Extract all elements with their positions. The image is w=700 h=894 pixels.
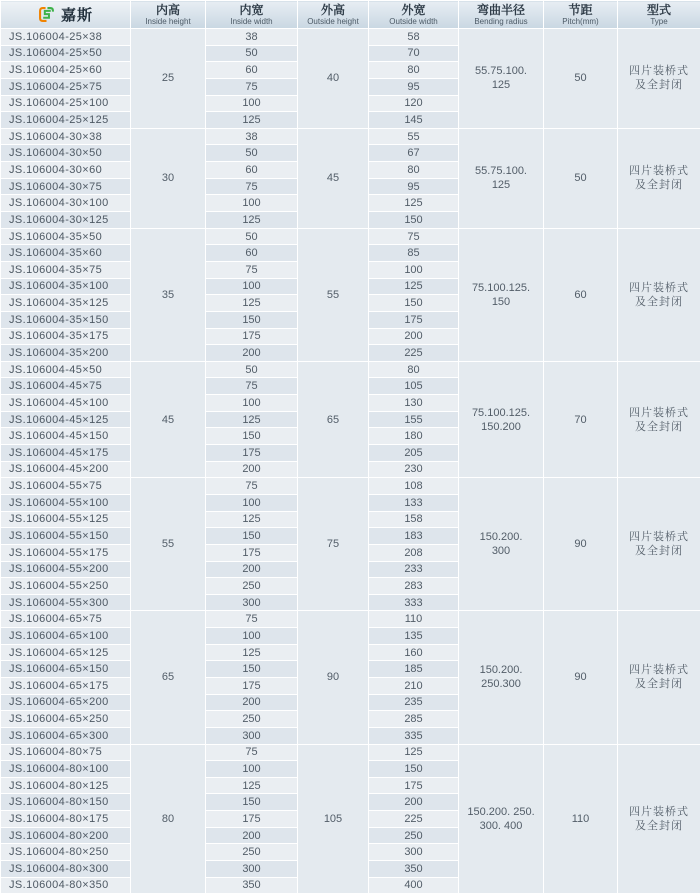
model-cell: JS.106004-80×250	[1, 844, 131, 861]
model-cell: JS.106004-80×125	[1, 777, 131, 794]
model-cell: JS.106004-45×150	[1, 428, 131, 445]
bending-radius-cell-line: 150	[491, 295, 511, 308]
inside-width-cell: 75	[206, 478, 298, 495]
inside-width-cell: 38	[206, 29, 298, 46]
column-header-outside-height: 外高 Outside height	[298, 1, 369, 29]
outside-width-cell: 150	[369, 761, 459, 778]
type-cell-line: 及全封闭	[635, 545, 683, 558]
inside-width-cell: 60	[206, 62, 298, 79]
model-cell: JS.106004-55×200	[1, 561, 131, 578]
outside-width-cell: 80	[369, 361, 459, 378]
bending-radius-cell-line: 125	[491, 79, 511, 92]
inside-width-cell: 75	[206, 78, 298, 95]
outside-width-cell: 158	[369, 511, 459, 528]
pitch-cell: 110	[544, 744, 618, 894]
outside-height-cell: 90	[298, 611, 369, 744]
outside-height-cell: 45	[298, 128, 369, 228]
model-cell: JS.106004-45×50	[1, 361, 131, 378]
model-cell: JS.106004-25×38	[1, 29, 131, 46]
model-cell: JS.106004-80×350	[1, 877, 131, 894]
outside-width-cell: 80	[369, 62, 459, 79]
type-cell-line: 四片装桥式	[629, 406, 689, 419]
inside-height-cell: 25	[131, 29, 206, 129]
model-cell: JS.106004-25×50	[1, 45, 131, 62]
model-cell: JS.106004-35×75	[1, 261, 131, 278]
column-header-bending-radius: 弯曲半径 Bending radius	[459, 1, 544, 29]
outside-width-cell: 200	[369, 328, 459, 345]
inside-width-cell: 175	[206, 677, 298, 694]
model-cell: JS.106004-35×175	[1, 328, 131, 345]
inside-width-cell: 200	[206, 461, 298, 478]
outside-width-cell: 145	[369, 112, 459, 129]
inside-width-cell: 300	[206, 594, 298, 611]
outside-width-cell: 180	[369, 428, 459, 445]
model-cell: JS.106004-65×175	[1, 677, 131, 694]
type-cell-line: 四片装桥式	[629, 805, 689, 818]
inside-width-cell: 200	[206, 827, 298, 844]
model-cell: JS.106004-35×150	[1, 311, 131, 328]
outside-width-cell: 110	[369, 611, 459, 628]
outside-width-cell: 75	[369, 228, 459, 245]
type-cell	[618, 29, 700, 129]
type-cell	[618, 361, 700, 477]
model-cell: JS.106004-80×175	[1, 811, 131, 828]
outside-height-cell: 105	[298, 744, 369, 894]
bending-radius-cell	[459, 228, 544, 361]
inside-width-cell: 125	[206, 511, 298, 528]
inside-width-cell: 125	[206, 212, 298, 229]
inside-height-cell: 65	[131, 611, 206, 744]
inside-width-cell: 50	[206, 45, 298, 62]
outside-width-cell: 130	[369, 395, 459, 412]
inside-width-cell: 150	[206, 428, 298, 445]
pitch-cell: 50	[544, 128, 618, 228]
table-row	[1, 611, 700, 628]
inside-width-cell: 150	[206, 311, 298, 328]
model-cell: JS.106004-65×125	[1, 644, 131, 661]
pitch-cell: 90	[544, 478, 618, 611]
model-cell: JS.106004-30×50	[1, 145, 131, 162]
table-row	[1, 744, 700, 761]
inside-width-cell: 50	[206, 145, 298, 162]
bending-radius-cell-line: 150.200. 250.	[467, 805, 535, 818]
bending-radius-cell-line: 55.75.100.	[475, 165, 527, 178]
inside-width-cell: 75	[206, 178, 298, 195]
type-cell	[618, 478, 700, 611]
bending-radius-cell-line: 150.200.	[479, 664, 523, 677]
inside-width-cell: 125	[206, 644, 298, 661]
model-cell: JS.106004-30×125	[1, 212, 131, 229]
outside-width-cell: 233	[369, 561, 459, 578]
type-cell-line: 四片装桥式	[629, 65, 689, 78]
type-cell	[618, 744, 700, 894]
type-cell-line: 及全封闭	[635, 420, 683, 433]
outside-width-cell: 175	[369, 777, 459, 794]
outside-width-cell: 235	[369, 694, 459, 711]
inside-width-cell: 50	[206, 361, 298, 378]
type-cell	[618, 228, 700, 361]
bending-radius-cell	[459, 128, 544, 228]
bending-radius-cell-line: 250.300	[481, 678, 521, 691]
table-row	[1, 128, 700, 145]
model-cell: JS.106004-35×60	[1, 245, 131, 262]
inside-width-cell: 250	[206, 578, 298, 595]
type-cell	[618, 128, 700, 228]
model-cell: JS.106004-30×100	[1, 195, 131, 212]
inside-width-cell: 100	[206, 628, 298, 645]
model-cell: JS.106004-25×75	[1, 78, 131, 95]
outside-width-cell: 225	[369, 811, 459, 828]
outside-width-cell: 155	[369, 411, 459, 428]
model-cell: JS.106004-55×100	[1, 494, 131, 511]
outside-height-cell: 40	[298, 29, 369, 129]
model-cell: JS.106004-80×100	[1, 761, 131, 778]
outside-width-cell: 55	[369, 128, 459, 145]
inside-width-cell: 60	[206, 162, 298, 179]
outside-width-cell: 230	[369, 461, 459, 478]
outside-width-cell: 120	[369, 95, 459, 112]
inside-width-cell: 125	[206, 777, 298, 794]
bending-radius-cell	[459, 361, 544, 477]
inside-width-cell: 150	[206, 528, 298, 545]
inside-width-cell: 175	[206, 544, 298, 561]
model-cell: JS.106004-35×50	[1, 228, 131, 245]
inside-height-cell: 45	[131, 361, 206, 477]
type-cell-line: 四片装桥式	[629, 664, 689, 677]
inside-width-cell: 75	[206, 261, 298, 278]
inside-width-cell: 100	[206, 95, 298, 112]
outside-width-cell: 70	[369, 45, 459, 62]
outside-width-cell: 125	[369, 195, 459, 212]
outside-width-cell: 283	[369, 578, 459, 595]
bending-radius-cell-line: 300	[491, 545, 511, 558]
type-cell-line: 及全封闭	[635, 79, 683, 92]
model-cell: JS.106004-55×250	[1, 578, 131, 595]
outside-width-cell: 85	[369, 245, 459, 262]
model-cell: JS.106004-30×38	[1, 128, 131, 145]
table-row	[1, 228, 700, 245]
outside-width-cell: 208	[369, 544, 459, 561]
outside-width-cell: 335	[369, 727, 459, 744]
inside-width-cell: 125	[206, 295, 298, 312]
model-cell: JS.106004-45×175	[1, 445, 131, 462]
model-cell: JS.106004-25×125	[1, 112, 131, 129]
type-cell	[618, 611, 700, 744]
outside-width-cell: 160	[369, 644, 459, 661]
inside-width-cell: 200	[206, 345, 298, 362]
inside-width-cell: 75	[206, 378, 298, 395]
column-header-inside-height: 内高 Inside height	[131, 1, 206, 29]
pitch-cell: 50	[544, 29, 618, 129]
inside-width-cell: 175	[206, 811, 298, 828]
outside-width-cell: 225	[369, 345, 459, 362]
bending-radius-cell-line: 75.100.125.	[471, 406, 531, 419]
model-cell: JS.106004-30×60	[1, 162, 131, 179]
model-cell: JS.106004-55×300	[1, 594, 131, 611]
inside-width-cell: 300	[206, 727, 298, 744]
column-header-pitch: 节距 Pitch(mm)	[544, 1, 618, 29]
brand-header-cell	[1, 1, 131, 29]
outside-width-cell: 125	[369, 278, 459, 295]
outside-width-cell: 175	[369, 311, 459, 328]
outside-width-cell: 95	[369, 78, 459, 95]
model-cell: JS.106004-80×75	[1, 744, 131, 761]
outside-height-cell: 75	[298, 478, 369, 611]
outside-width-cell: 67	[369, 145, 459, 162]
inside-width-cell: 60	[206, 245, 298, 262]
model-cell: JS.106004-35×200	[1, 345, 131, 362]
model-cell: JS.106004-45×75	[1, 378, 131, 395]
inside-width-cell: 150	[206, 661, 298, 678]
model-cell: JS.106004-55×75	[1, 478, 131, 495]
pitch-cell: 70	[544, 361, 618, 477]
type-cell-line: 及全封闭	[635, 819, 683, 832]
model-cell: JS.106004-30×75	[1, 178, 131, 195]
type-cell-line: 及全封闭	[635, 678, 683, 691]
model-cell: JS.106004-55×125	[1, 511, 131, 528]
bending-radius-cell-line: 75.100.125.	[471, 281, 531, 294]
inside-width-cell: 250	[206, 844, 298, 861]
model-cell: JS.106004-55×150	[1, 528, 131, 545]
model-cell: JS.106004-55×175	[1, 544, 131, 561]
column-header-type: 型式 Type	[618, 1, 700, 29]
model-cell: JS.106004-65×200	[1, 694, 131, 711]
type-cell-line: 及全封闭	[635, 179, 683, 192]
spec-table-body	[1, 29, 700, 894]
inside-width-cell: 350	[206, 877, 298, 894]
model-cell: JS.106004-65×250	[1, 711, 131, 728]
outside-width-cell: 350	[369, 861, 459, 878]
column-header-outside-width: 外宽 Outside width	[369, 1, 459, 29]
brand-name: 嘉斯	[60, 7, 93, 24]
outside-width-cell: 100	[369, 261, 459, 278]
bending-radius-cell-line: 300. 400	[479, 819, 523, 832]
bending-radius-cell-line: 150.200.	[479, 531, 523, 544]
model-cell: JS.106004-35×100	[1, 278, 131, 295]
table-row	[1, 29, 700, 46]
bending-radius-cell	[459, 744, 544, 894]
inside-width-cell: 200	[206, 694, 298, 711]
model-cell: JS.106004-45×100	[1, 395, 131, 412]
inside-width-cell: 75	[206, 744, 298, 761]
jiasi-logo-icon	[38, 6, 55, 23]
model-cell: JS.106004-80×150	[1, 794, 131, 811]
inside-width-cell: 38	[206, 128, 298, 145]
outside-width-cell: 150	[369, 212, 459, 229]
outside-width-cell: 58	[369, 29, 459, 46]
bending-radius-cell	[459, 478, 544, 611]
pitch-cell: 90	[544, 611, 618, 744]
outside-width-cell: 108	[369, 478, 459, 495]
inside-height-cell: 30	[131, 128, 206, 228]
inside-height-cell: 80	[131, 744, 206, 894]
model-cell: JS.106004-25×60	[1, 62, 131, 79]
inside-width-cell: 50	[206, 228, 298, 245]
type-cell-line: 及全封闭	[635, 295, 683, 308]
outside-width-cell: 135	[369, 628, 459, 645]
inside-width-cell: 100	[206, 195, 298, 212]
outside-width-cell: 250	[369, 827, 459, 844]
model-cell: JS.106004-35×125	[1, 295, 131, 312]
outside-width-cell: 105	[369, 378, 459, 395]
model-cell: JS.106004-65×75	[1, 611, 131, 628]
inside-width-cell: 100	[206, 395, 298, 412]
outside-width-cell: 205	[369, 445, 459, 462]
model-cell: JS.106004-80×300	[1, 861, 131, 878]
outside-width-cell: 300	[369, 844, 459, 861]
outside-width-cell: 95	[369, 178, 459, 195]
inside-width-cell: 175	[206, 328, 298, 345]
model-cell: JS.106004-65×100	[1, 628, 131, 645]
outside-width-cell: 150	[369, 295, 459, 312]
outside-width-cell: 285	[369, 711, 459, 728]
inside-width-cell: 300	[206, 861, 298, 878]
outside-width-cell: 333	[369, 594, 459, 611]
inside-width-cell: 100	[206, 494, 298, 511]
outside-width-cell: 133	[369, 494, 459, 511]
model-cell: JS.106004-65×300	[1, 727, 131, 744]
outside-width-cell: 183	[369, 528, 459, 545]
outside-height-cell: 65	[298, 361, 369, 477]
type-cell-line: 四片装桥式	[629, 531, 689, 544]
outside-width-cell: 400	[369, 877, 459, 894]
type-cell-line: 四片装桥式	[629, 165, 689, 178]
inside-width-cell: 100	[206, 761, 298, 778]
model-cell: JS.106004-80×200	[1, 827, 131, 844]
inside-height-cell: 55	[131, 478, 206, 611]
model-cell: JS.106004-45×125	[1, 411, 131, 428]
outside-height-cell: 55	[298, 228, 369, 361]
inside-width-cell: 175	[206, 445, 298, 462]
inside-width-cell: 125	[206, 112, 298, 129]
table-row	[1, 361, 700, 378]
inside-width-cell: 250	[206, 711, 298, 728]
bending-radius-cell-line: 125	[491, 179, 511, 192]
outside-width-cell: 185	[369, 661, 459, 678]
model-cell: JS.106004-65×150	[1, 661, 131, 678]
bending-radius-cell	[459, 611, 544, 744]
inside-width-cell: 125	[206, 411, 298, 428]
inside-width-cell: 150	[206, 794, 298, 811]
outside-width-cell: 210	[369, 677, 459, 694]
model-cell: JS.106004-45×200	[1, 461, 131, 478]
pitch-cell: 60	[544, 228, 618, 361]
spec-table-header	[1, 1, 700, 29]
outside-width-cell: 125	[369, 744, 459, 761]
type-cell-line: 四片装桥式	[629, 281, 689, 294]
inside-width-cell: 75	[206, 611, 298, 628]
inside-height-cell: 35	[131, 228, 206, 361]
inside-width-cell: 200	[206, 561, 298, 578]
model-cell: JS.106004-25×100	[1, 95, 131, 112]
outside-width-cell: 200	[369, 794, 459, 811]
bending-radius-cell-line: 55.75.100.	[475, 65, 527, 78]
inside-width-cell: 100	[206, 278, 298, 295]
column-header-inside-width: 内宽 Inside width	[206, 1, 298, 29]
bending-radius-cell	[459, 29, 544, 129]
outside-width-cell: 80	[369, 162, 459, 179]
bending-radius-cell-line: 150.200	[481, 420, 521, 433]
table-row	[1, 478, 700, 495]
